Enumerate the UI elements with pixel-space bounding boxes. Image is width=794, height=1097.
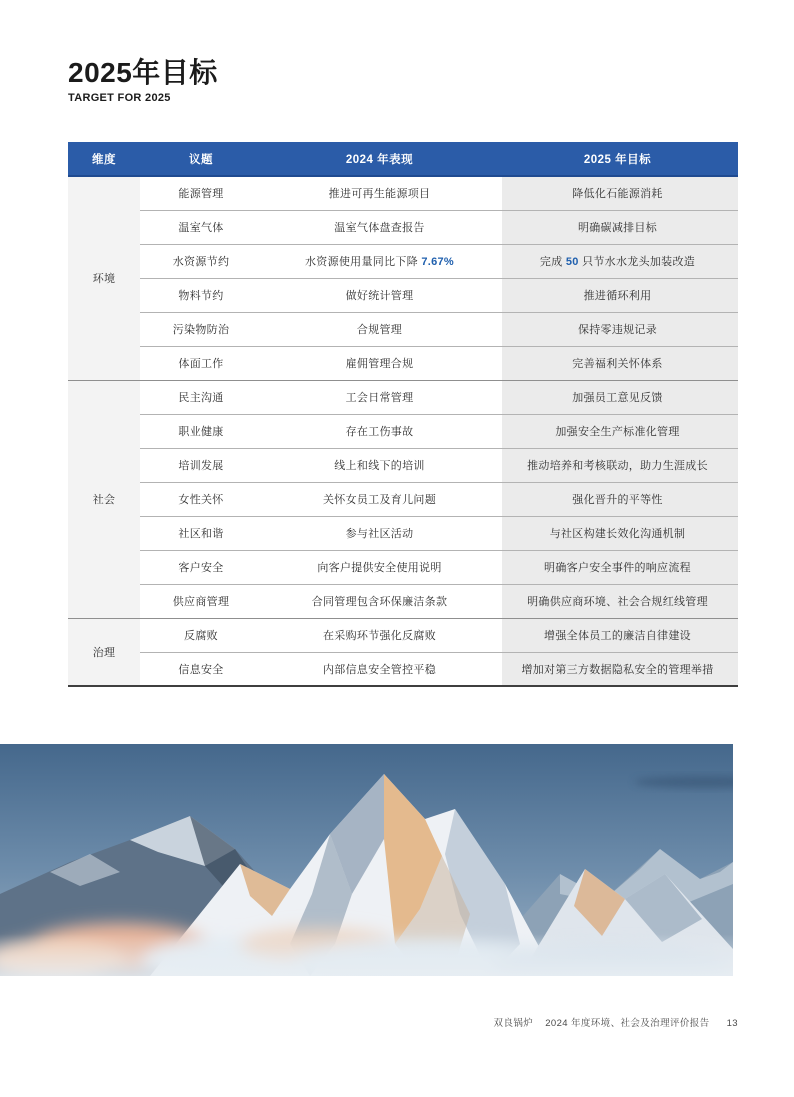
topic-cell: 体面工作 [140, 346, 262, 380]
performance-cell: 向客户提供安全使用说明 [262, 550, 497, 584]
column-header: 维度 [68, 142, 140, 176]
topic-cell: 信息安全 [140, 652, 262, 686]
topic-cell: 水资源节约 [140, 244, 262, 278]
table-header-row [68, 142, 738, 176]
target-cell: 明确碳减排目标 [497, 210, 738, 244]
target-cell: 与社区构建长效化沟通机制 [497, 516, 738, 550]
performance-cell: 合同管理包含环保廉洁条款 [262, 584, 497, 618]
dimension-cell: 治理 [68, 618, 140, 686]
performance-cell: 工会日常管理 [262, 380, 497, 414]
mountain-photo [0, 744, 733, 976]
target-cell: 明确客户安全事件的响应流程 [497, 550, 738, 584]
table-row [68, 584, 738, 618]
table-row [68, 346, 738, 380]
target-cell: 加强安全生产标准化管理 [497, 414, 738, 448]
page-footer [494, 1015, 738, 1029]
topic-cell: 物料节约 [140, 278, 262, 312]
table-row [68, 448, 738, 482]
topic-cell: 民主沟通 [140, 380, 262, 414]
performance-cell: 存在工伤事故 [262, 414, 497, 448]
dimension-cell: 环境 [68, 176, 140, 380]
target-cell: 增强全体员工的廉洁自律建设 [497, 618, 738, 652]
topic-cell: 温室气体 [140, 210, 262, 244]
text-segment: 只节水水龙头加装改造 [578, 256, 696, 268]
table-row [68, 380, 738, 414]
table-row [68, 618, 738, 652]
target-cell: 强化晋升的平等性 [497, 482, 738, 516]
table-row [68, 312, 738, 346]
table-row [68, 210, 738, 244]
topic-cell: 污染物防治 [140, 312, 262, 346]
performance-cell [262, 244, 497, 278]
performance-cell: 雇佣管理合规 [262, 346, 497, 380]
target-cell: 明确供应商环境、社会合规红线管理 [497, 584, 738, 618]
footer-brand: 双良锅炉 [493, 1018, 534, 1029]
performance-cell: 做好统计管理 [262, 278, 497, 312]
performance-cell: 内部信息安全管控平稳 [262, 652, 497, 686]
targets-table-body [68, 176, 738, 686]
topic-cell: 客户安全 [140, 550, 262, 584]
targets-table-wrap [68, 142, 738, 687]
column-header: 2024 年表现 [262, 142, 497, 176]
table-row [68, 176, 738, 210]
page-subtitle: TARGET FOR 2025 [68, 91, 171, 104]
column-header: 2025 年目标 [497, 142, 738, 176]
performance-cell: 合规管理 [262, 312, 497, 346]
performance-cell: 在采购环节强化反腐败 [262, 618, 497, 652]
text-segment: 水资源使用量同比下降 [304, 256, 422, 268]
text-segment: 完成 [539, 256, 566, 268]
topic-cell: 女性关怀 [140, 482, 262, 516]
topic-cell: 培训发展 [140, 448, 262, 482]
topic-cell: 反腐败 [140, 618, 262, 652]
performance-cell: 线上和线下的培训 [262, 448, 497, 482]
targets-table [68, 142, 738, 687]
target-cell: 推进循环利用 [497, 278, 738, 312]
target-cell: 加强员工意见反馈 [497, 380, 738, 414]
page-title: 2025年目标 [68, 57, 218, 88]
table-row [68, 278, 738, 312]
target-cell: 推动培养和考核联动，助力生涯成长 [497, 448, 738, 482]
performance-cell: 推进可再生能源项目 [262, 176, 497, 210]
highlight-value: 7.67% [421, 256, 455, 268]
performance-cell: 温室气体盘查报告 [262, 210, 497, 244]
table-row [68, 550, 738, 584]
table-row [68, 414, 738, 448]
topic-cell: 社区和谐 [140, 516, 262, 550]
topic-cell: 供应商管理 [140, 584, 262, 618]
target-cell: 降低化石能源消耗 [497, 176, 738, 210]
column-header: 议题 [140, 142, 262, 176]
table-row [68, 652, 738, 686]
target-cell: 增加对第三方数据隐私安全的管理举措 [497, 652, 738, 686]
target-cell: 保持零违规记录 [497, 312, 738, 346]
page-header [68, 58, 218, 104]
footer-report-title: 2024 年度环境、社会及治理评价报告 [545, 1018, 710, 1029]
performance-cell: 关怀女员工及育儿问题 [262, 482, 497, 516]
highlight-value: 50 [565, 256, 579, 268]
footer-page-number: 13 [726, 1018, 738, 1029]
dimension-cell: 社会 [68, 380, 140, 618]
target-cell: 完善福利关怀体系 [497, 346, 738, 380]
table-row [68, 482, 738, 516]
target-cell [497, 244, 738, 278]
table-row [68, 244, 738, 278]
performance-cell: 参与社区活动 [262, 516, 497, 550]
topic-cell: 能源管理 [140, 176, 262, 210]
table-row [68, 516, 738, 550]
topic-cell: 职业健康 [140, 414, 262, 448]
